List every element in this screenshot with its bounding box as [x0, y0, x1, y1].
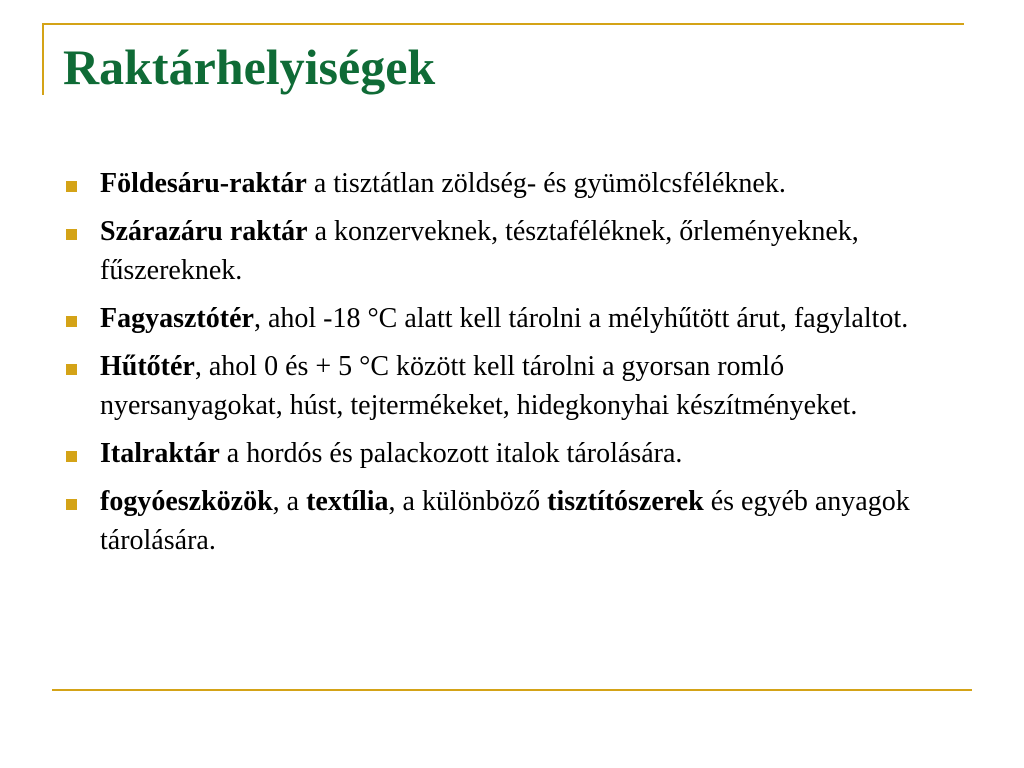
top-accent-rule: [42, 23, 964, 25]
bullet-text: a konzerveknek, tésztaféléknek, őrleményeknek, fűszereknek.: [100, 216, 859, 286]
bullet-term: Földesáru-raktár: [100, 168, 307, 199]
bullet-item-hutoter: [63, 347, 943, 425]
bullet-term: fogyóeszközök: [100, 486, 273, 517]
bullet-text: , a különböző: [388, 486, 548, 517]
square-bullet-icon: [66, 181, 77, 192]
bullet-item-fogyoeszkozok: [63, 482, 943, 560]
bullet-text: és egyéb anyagok tárolására.: [100, 486, 910, 556]
bullet-term: textília: [306, 486, 389, 517]
square-bullet-icon: [66, 316, 77, 327]
bullet-text: , ahol -18 °C alatt kell tárolni a mélyhűtött árut, fagylaltot.: [253, 303, 909, 334]
square-bullet-icon: [66, 451, 77, 462]
bullet-item-italraktar: [63, 434, 943, 473]
bullet-item-foldesaru: [63, 164, 943, 203]
left-accent-rule: [42, 23, 44, 95]
square-bullet-icon: [66, 364, 77, 375]
bullet-term: Italraktár: [100, 438, 220, 469]
bullet-text: , ahol 0 és + 5 °C között kell tárolni a gyorsan romló nyersanyagokat, húst, tejtermékeket, hidegkonyhai készítményeket.: [100, 351, 858, 421]
square-bullet-icon: [66, 229, 77, 240]
bullet-text: , a: [272, 486, 307, 517]
bullet-item-szarazaru: [63, 212, 943, 290]
square-bullet-icon: [66, 499, 77, 510]
bullet-term: Hűtőtér: [100, 351, 195, 382]
bullet-text: a tisztátlan zöldség- és gyümölcsféléknek.: [306, 168, 786, 199]
bullet-list: [63, 164, 943, 569]
bullet-term: Szárazáru raktár: [100, 216, 308, 247]
slide-title: Raktárhelyiségek: [63, 39, 436, 95]
bottom-accent-rule: [52, 689, 972, 691]
bullet-term: Fagyasztótér: [100, 303, 254, 334]
bullet-item-fagyasztoter: [63, 299, 943, 338]
bullet-term: tisztítószerek: [547, 486, 704, 517]
bullet-text: a hordós és palackozott italok tárolására.: [219, 438, 683, 469]
